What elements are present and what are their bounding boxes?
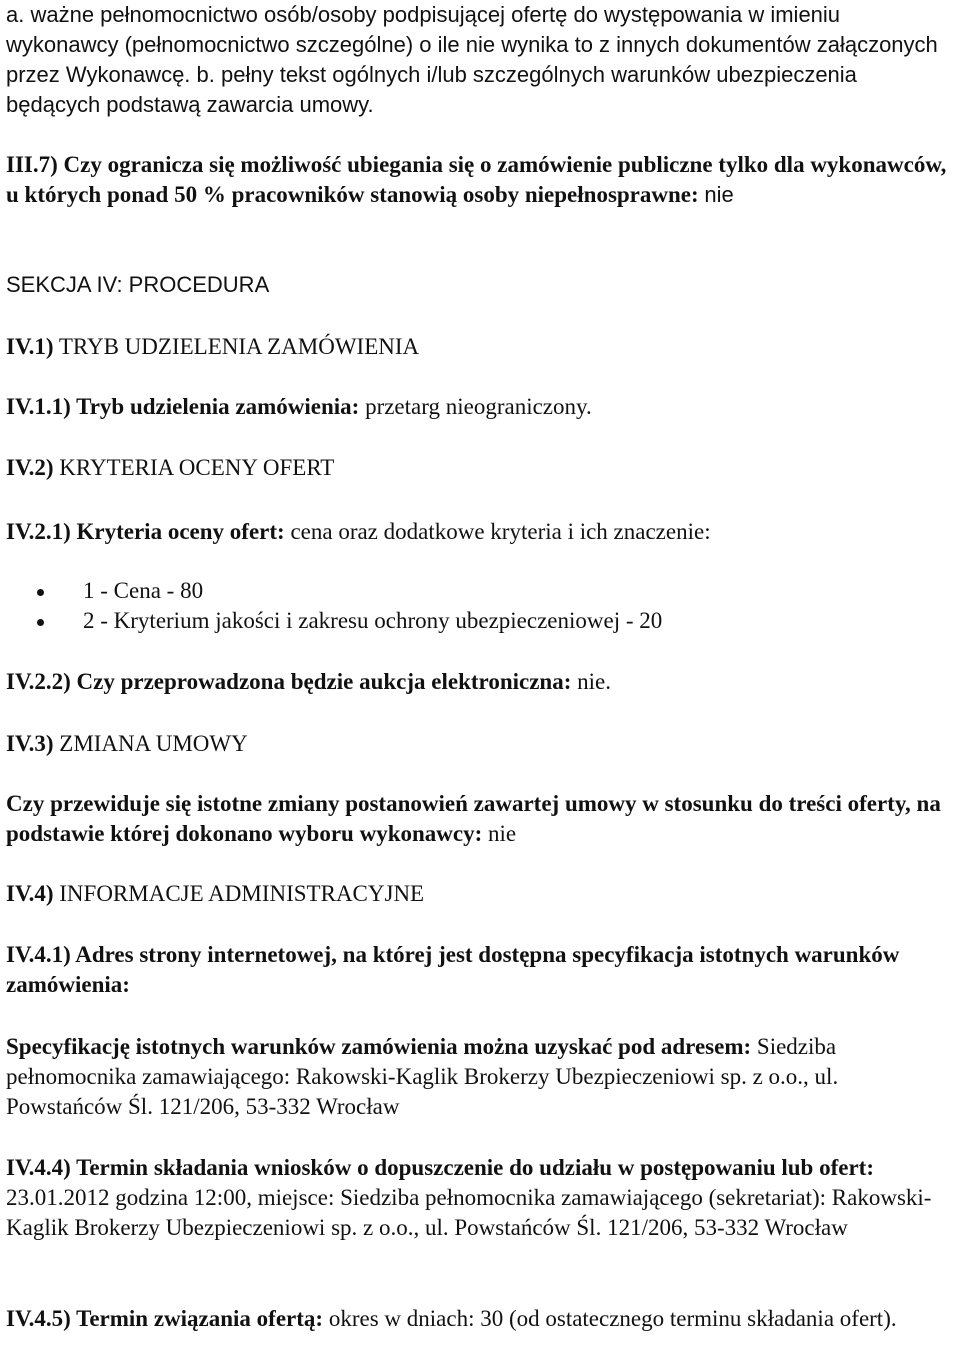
iv1-prefix: IV.1) [6,334,54,359]
iv2-2-paragraph [6,667,952,697]
iv4-prefix: IV.4) [6,881,54,906]
list-item [0,576,952,606]
bullet-icon [37,589,44,596]
section-iii7-paragraph [6,150,952,210]
iv2-heading [6,453,952,483]
iv1-1-label: IV.1.1) Tryb udzielenia zamówienia: [6,394,360,419]
criteria-text: 2 - Kryterium jakości i zakresu ochrony ubezpieczeniowej - 20 [83,608,663,633]
iv3-question-label: Czy przewiduje się istotne zmiany postanowień zawartej umowy w stosunku do treści oferty, na podstawie której dokonano wyboru wykonawcy: [6,791,941,846]
iv3-heading [6,729,952,759]
iv4-title: INFORMACJE ADMINISTRACYJNE [59,881,425,906]
iv3-title: ZMIANA UMOWY [59,731,248,756]
iv4-5-paragraph [6,1304,952,1334]
section-iii7-label: III.7) Czy ogranicza się możliwość ubiegania się o zamówienie publiczne tylko dla wykonawców, u których ponad 50 % pracowników stanowią osoby niepełnosprawne: [6,152,947,207]
iv3-question-value: nie [488,821,517,846]
iv4-5-value: okres w dniach: 30 (od ostatecznego terminu składania ofert). [328,1306,897,1331]
iv2-1-value: cena oraz dodatkowe kryteria i ich znaczenie: [290,519,711,544]
list-item [0,606,952,636]
iv1-heading [6,332,952,362]
iv2-1-label: IV.2.1) Kryteria oceny ofert: [6,519,285,544]
bullet-icon [37,619,44,626]
intro-paragraph: a. ważne pełnomocnictwo osób/osoby podpisującej ofertę do występowania w imieniu wykonawcy (pełnomocnictwo szczególne) o ile nie wynika to z innych dokumentów załączonych przez Wykonawcę. b. pełny tekst ogólnych i/lub szczególnych warunków ubezpieczenia będących podstawą zawarcia umowy. [6,2,938,117]
iv2-1-paragraph [6,517,952,547]
iv4-4-paragraph [6,1153,952,1243]
iv4-1-paragraph [6,940,952,1000]
iv1-1-value: przetarg nieograniczony. [365,394,592,419]
iv4-4-label: IV.4.4) Termin składania wniosków o dopuszczenie do udziału w postępowaniu lub ofert: [6,1155,874,1180]
criteria-text: 1 - Cena - 80 [83,578,204,603]
iv4-1-label: IV.4.1) Adres strony internetowej, na której jest dostępna specyfikacja istotnych warunków zamówienia: [6,942,900,997]
section-iii7-value: nie [704,182,734,207]
iv1-title: TRYB UDZIELENIA ZAMÓWIENIA [58,334,420,359]
iv1-1-paragraph [6,392,952,422]
iv2-prefix: IV.2) [6,455,54,480]
iv4-heading [6,879,952,909]
iv3-question-paragraph [6,789,952,849]
spec-label: Specyfikację istotnych warunków zamówienia można uzyskać pod adresem: [6,1034,752,1059]
iv2-title: KRYTERIA OCENY OFERT [59,455,335,480]
iv4-4-value: 23.01.2012 godzina 12:00, miejsce: Siedziba pełnomocnika zamawiającego (sekretariat): Rakowski-Kaglik Brokerzy Ubezpieczeniowi sp. z o.o., ul. Powstańców Śl. 121/206, 53-332 Wrocław [6,1185,932,1240]
iv4-5-label: IV.4.5) Termin związania ofertą: [6,1306,324,1331]
spec-value: Siedziba pełnomocnika zamawiającego: Rakowski-Kaglik Brokerzy Ubezpieczeniowi sp. z o.o., ul. Powstańców Śl. 121/206, 53-332 Wrocław [6,1034,839,1119]
iv3-prefix: IV.3) [6,731,54,756]
iv2-2-label: IV.2.2) Czy przeprowadzona będzie aukcja elektroniczna: [6,669,572,694]
section-iv-heading: SEKCJA IV: PROCEDURA [6,272,270,297]
iv2-2-value: nie. [577,669,611,694]
spec-paragraph [6,1032,952,1122]
criteria-list [0,576,952,636]
